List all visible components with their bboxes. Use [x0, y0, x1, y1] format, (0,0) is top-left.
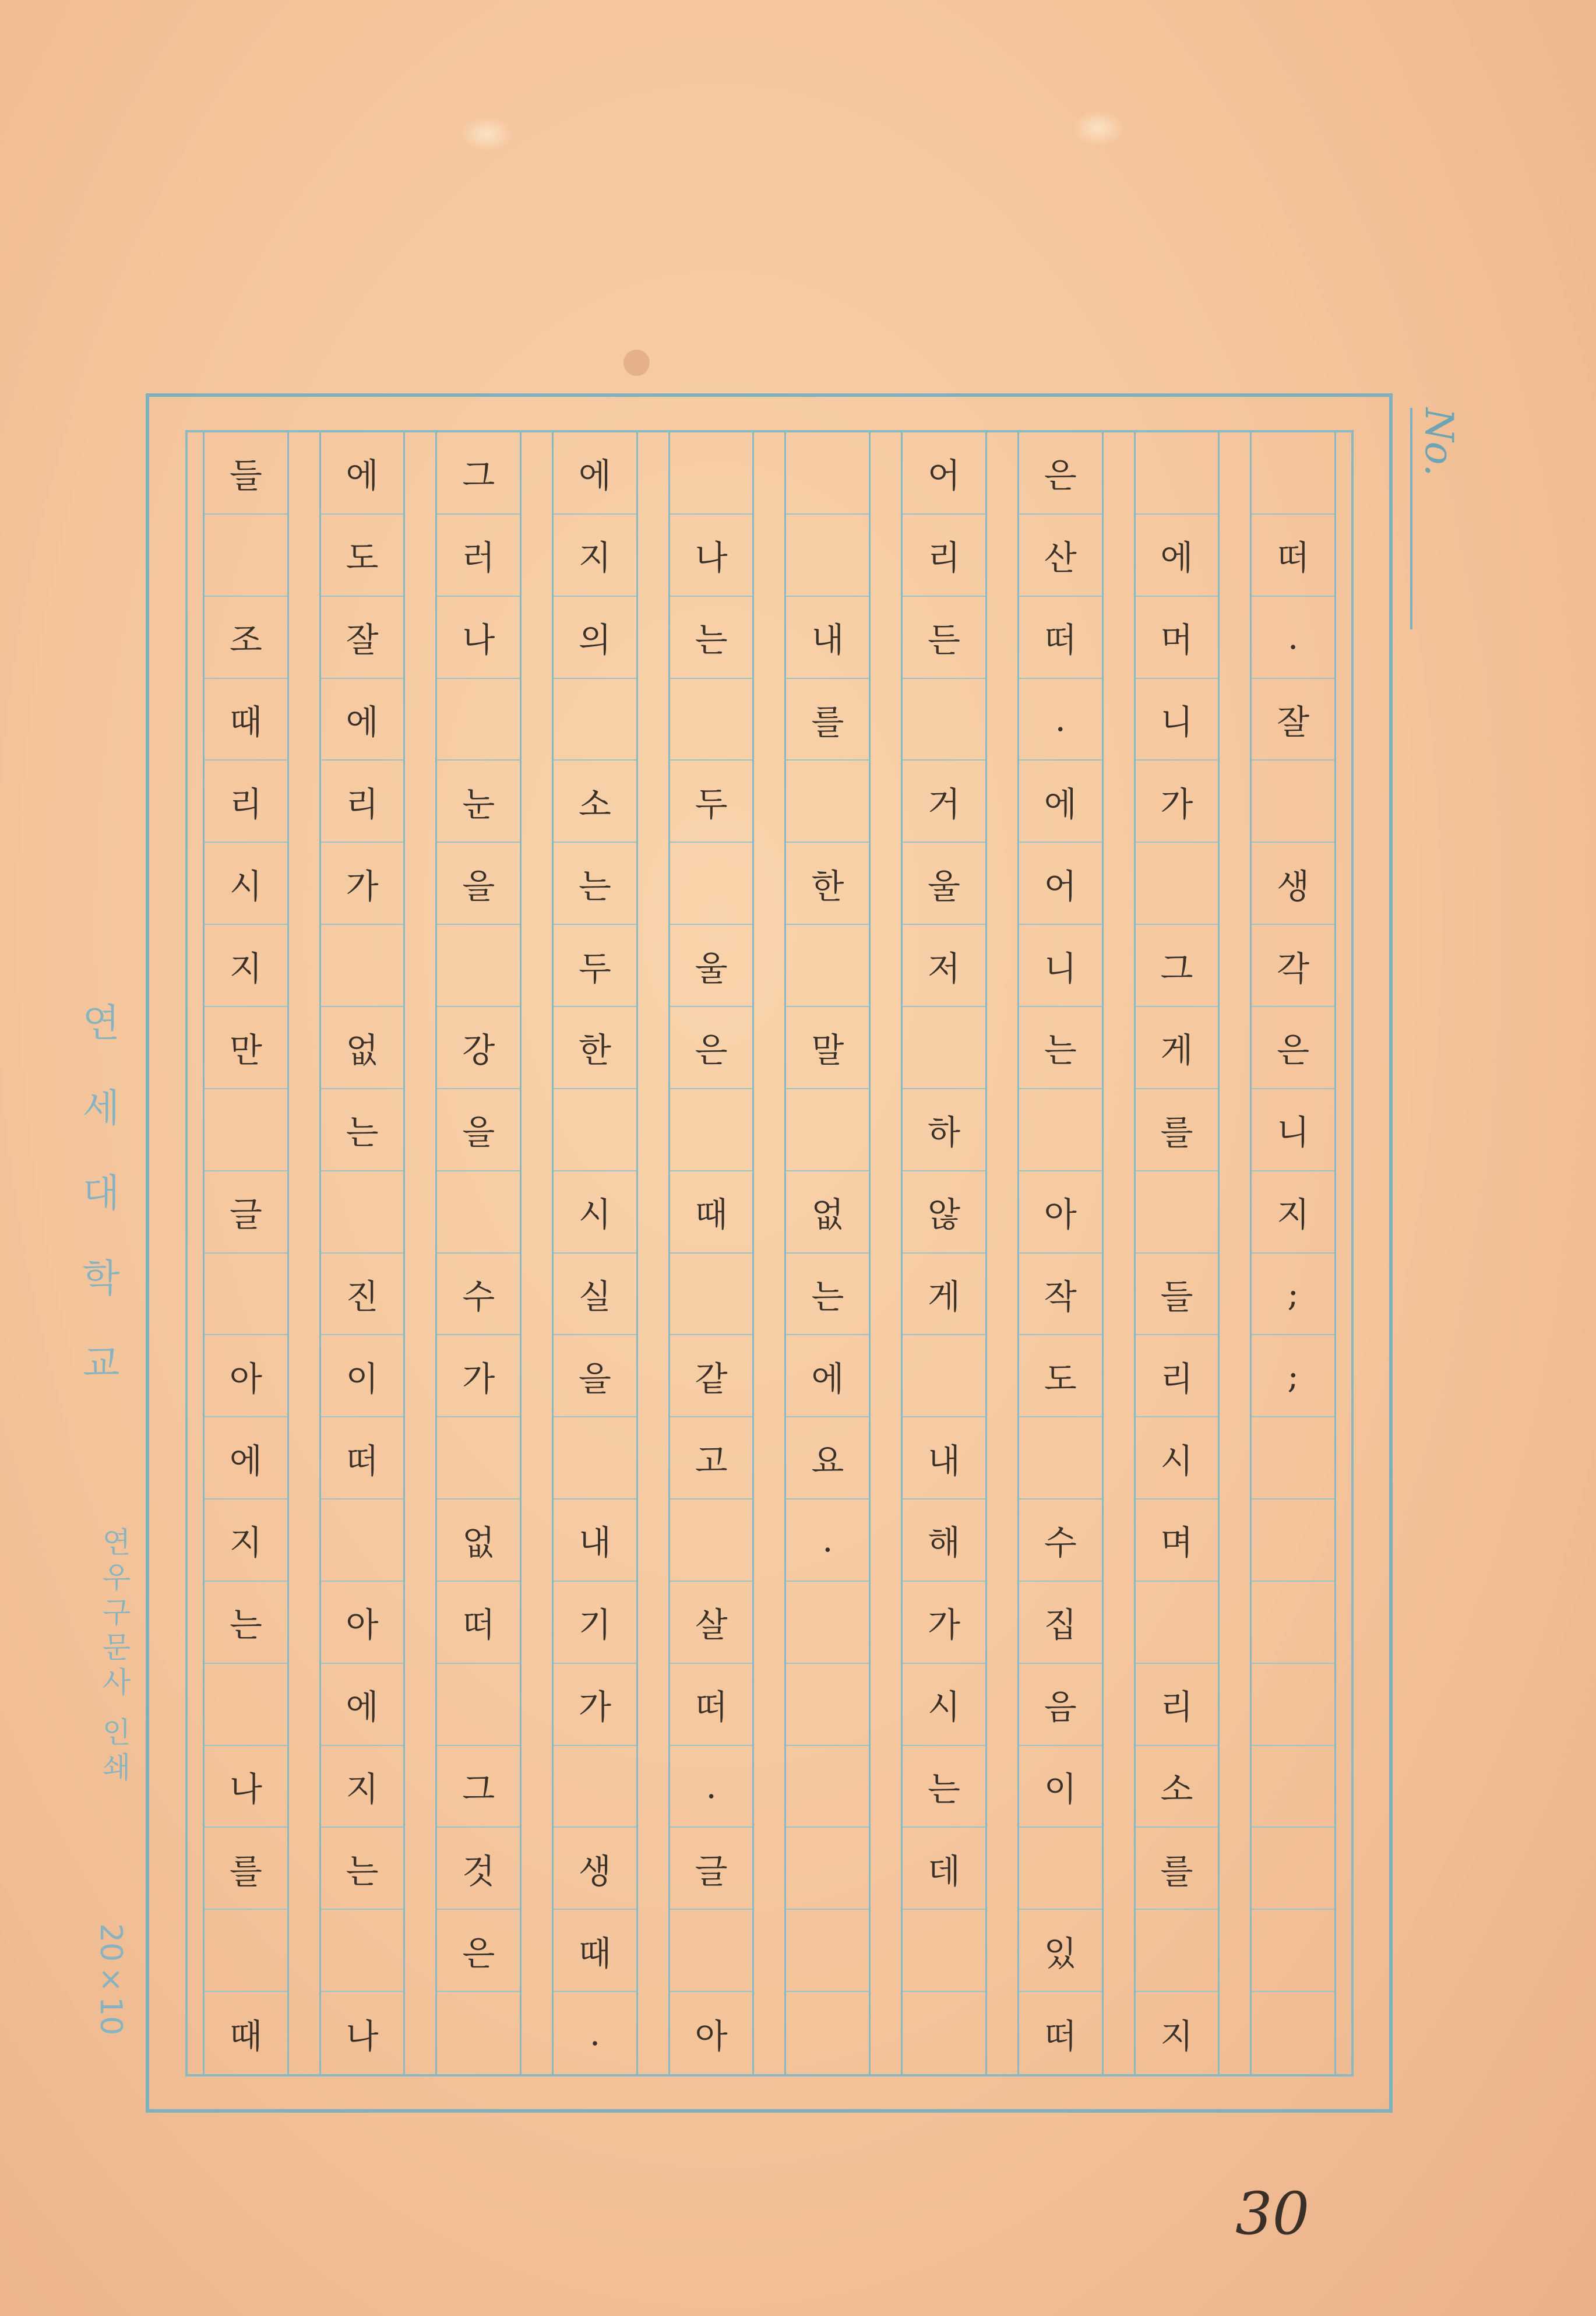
manuscript-cell: 그: [1136, 925, 1218, 1007]
manuscript-cell: 는: [786, 1254, 869, 1336]
manuscript-cell: 리: [1136, 1335, 1218, 1417]
manuscript-cell: 떠: [1044, 2016, 1077, 2056]
manuscript-cell: [1252, 1828, 1334, 1910]
manuscript-cell: 시: [1136, 1417, 1218, 1500]
manuscript-cell: [437, 925, 520, 1007]
manuscript-cell: 수: [1019, 1500, 1102, 1582]
manuscript-cell: ;: [1252, 1335, 1334, 1417]
manuscript-cell: 눈: [437, 761, 520, 843]
manuscript-cell: 지: [1252, 1171, 1334, 1254]
manuscript-cell: 떠: [1252, 515, 1334, 597]
manuscript-cell: 내: [903, 1417, 985, 1500]
sheet-number-label: No.: [1410, 408, 1461, 629]
manuscript-cell: 은: [1019, 432, 1102, 515]
manuscript-cell: 나: [346, 2016, 379, 2056]
manuscript-cell: 는: [321, 1089, 404, 1171]
manuscript-cell: 리: [205, 761, 287, 843]
manuscript-cell: 는: [205, 1582, 287, 1664]
manuscript-cell: [1252, 1664, 1334, 1746]
manuscript-cell: [321, 1910, 404, 1992]
manuscript-cell: 에: [321, 432, 404, 515]
manuscript-cell: 은: [670, 1007, 753, 1089]
manuscript-cell: [321, 1171, 404, 1254]
manuscript-column: [784, 432, 871, 2074]
manuscript-cell: 떠: [437, 1582, 520, 1664]
manuscript-cell: 저: [903, 925, 985, 1007]
manuscript-cell: 소: [1136, 1746, 1218, 1828]
manuscript-cell: [1252, 1582, 1334, 1664]
manuscript-cell: 의: [554, 597, 636, 679]
manuscript-cell: 를: [786, 679, 869, 761]
manuscript-cell: [670, 1089, 753, 1171]
manuscript-cell: [670, 679, 753, 761]
manuscript-cell: [1136, 1171, 1218, 1254]
printer-label: 연우구문사 인쇄: [97, 1527, 131, 1787]
manuscript-cell: 때: [670, 1171, 753, 1254]
manuscript-cell: 것: [437, 1828, 520, 1910]
manuscript-cell: 실: [554, 1254, 636, 1336]
manuscript-cell: 이: [321, 1335, 404, 1417]
manuscript-cell: [437, 1171, 520, 1254]
manuscript-cell: 가: [321, 843, 404, 925]
manuscript-cell: 어: [903, 432, 985, 515]
manuscript-cell: .: [1252, 597, 1334, 679]
manuscript-cell: 각: [1252, 925, 1334, 1007]
manuscript-cell: 그: [437, 432, 520, 515]
manuscript-cell: [1252, 761, 1334, 843]
manuscript-cell: 를: [205, 1828, 287, 1910]
manuscript-cell: 도: [1019, 1335, 1102, 1417]
manuscript-cell: 같: [670, 1335, 753, 1417]
manuscript-cell: 를: [1136, 1089, 1218, 1171]
manuscript-cell: 요: [786, 1417, 869, 1500]
manuscript-cell: 지: [205, 1500, 287, 1582]
manuscript-cell: 는: [554, 843, 636, 925]
manuscript-cell: 가: [554, 1664, 636, 1746]
manuscript-cell: 하: [903, 1089, 985, 1171]
manuscript-cell: 은: [437, 1910, 520, 1992]
manuscript-cell: [437, 1417, 520, 1500]
manuscript-cell: 머: [1136, 597, 1218, 679]
manuscript-cell: [554, 1746, 636, 1828]
manuscript-cell: 가: [437, 1335, 520, 1417]
page-number: 30: [1235, 2180, 1310, 2248]
manuscript-cell: 그: [437, 1746, 520, 1828]
manuscript-cell: [786, 432, 869, 515]
manuscript-cell: .: [670, 1746, 753, 1828]
manuscript-cell: [437, 1664, 520, 1746]
manuscript-cell: 집: [1019, 1582, 1102, 1664]
manuscript-cell: 리: [321, 761, 404, 843]
manuscript-column: [552, 432, 638, 2074]
manuscript-cell: [1252, 1910, 1334, 1992]
manuscript-cell: [786, 1746, 869, 1828]
manuscript-cell: 글: [205, 1171, 287, 1254]
manuscript-cell: 거: [903, 761, 985, 843]
manuscript-cell: 를: [1136, 1828, 1218, 1910]
manuscript-cell: [670, 1910, 753, 1992]
manuscript-cell: 산: [1019, 515, 1102, 597]
manuscript-cell: [786, 515, 869, 597]
manuscript-cell: [903, 1007, 985, 1089]
manuscript-cell: 내: [786, 597, 869, 679]
manuscript-cell: 한: [786, 843, 869, 925]
manuscript-cell: 만: [205, 1007, 287, 1089]
manuscript-cell: 는: [670, 597, 753, 679]
manuscript-cell: .: [1019, 679, 1102, 761]
manuscript-column: [1134, 432, 1220, 2074]
manuscript-cell: 살: [670, 1582, 753, 1664]
manuscript-cell: 며: [1136, 1500, 1218, 1582]
pin-hole-left: [460, 117, 513, 152]
manuscript-cell: 생: [554, 1828, 636, 1910]
manuscript-cell: 소: [554, 761, 636, 843]
manuscript-cell: 들: [1136, 1254, 1218, 1336]
manuscript-cell: 떠: [321, 1417, 404, 1500]
manuscript-cell: 나: [205, 1746, 287, 1828]
manuscript-cell: 리: [1136, 1664, 1218, 1746]
manuscript-cell: 내: [554, 1500, 636, 1582]
manuscript-cell: 때: [205, 679, 287, 761]
manuscript-column: [319, 432, 406, 2074]
manuscript-cell: 떠: [670, 1664, 753, 1746]
manuscript-cell: 해: [903, 1500, 985, 1582]
manuscript-cell: 기: [554, 1582, 636, 1664]
manuscript-cell: 떠: [1019, 597, 1102, 679]
manuscript-cell: 는: [321, 1828, 404, 1910]
manuscript-cell: 에: [786, 1335, 869, 1417]
manuscript-cell: 시: [903, 1664, 985, 1746]
manuscript-cell: .: [589, 2013, 601, 2053]
manuscript-cell: 게: [1136, 1007, 1218, 1089]
manuscript-cell: [786, 761, 869, 843]
manuscript-cell: 에: [1019, 761, 1102, 843]
manuscript-cell: 아: [321, 1582, 404, 1664]
manuscript-cell: 니: [1136, 679, 1218, 761]
manuscript-cell: 니: [1019, 925, 1102, 1007]
manuscript-cell: 없: [437, 1500, 520, 1582]
manuscript-cell: [205, 1089, 287, 1171]
manuscript-cell: 음: [1019, 1664, 1102, 1746]
manuscript-cell: [1252, 1992, 1334, 2074]
manuscript-cell: [786, 1664, 869, 1746]
manuscript-cell: [670, 843, 753, 925]
manuscript-cell: 두: [554, 925, 636, 1007]
manuscript-cell: 지: [1160, 2016, 1193, 2056]
manuscript-cell: 지: [321, 1746, 404, 1828]
manuscript-cell: [786, 1910, 869, 1992]
manuscript-cell: 수: [437, 1254, 520, 1336]
manuscript-cell: [1019, 1089, 1102, 1171]
manuscript-cell: 지: [205, 925, 287, 1007]
manuscript-grid: [185, 430, 1354, 2076]
manuscript-cell: 없: [321, 1007, 404, 1089]
manuscript-cell: 니: [1252, 1089, 1334, 1171]
manuscript-cell: 잘: [1252, 679, 1334, 761]
manuscript-cell: 가: [903, 1582, 985, 1664]
manuscript-cell: [903, 679, 985, 761]
manuscript-cell: [437, 1992, 520, 2074]
manuscript-column: [1250, 432, 1336, 2074]
manuscript-cell: [1136, 432, 1218, 515]
manuscript-cell: 을: [554, 1335, 636, 1417]
manuscript-cell: 울: [670, 925, 753, 1007]
manuscript-cell: .: [786, 1500, 869, 1582]
manuscript-cell: [903, 1335, 985, 1417]
manuscript-cell: 을: [437, 843, 520, 925]
manuscript-cell: [554, 1417, 636, 1500]
manuscript-cell: 아: [1019, 1171, 1102, 1254]
manuscript-cell: [1252, 1746, 1334, 1828]
manuscript-cell: 어: [1019, 843, 1102, 925]
manuscript-cell: [205, 1664, 287, 1746]
manuscript-cell: 조: [205, 597, 287, 679]
manuscript-cell: 지: [554, 515, 636, 597]
manuscript-cell: [205, 1254, 287, 1336]
manuscript-cell: 두: [670, 761, 753, 843]
manuscript-cell: [321, 1500, 404, 1582]
manuscript-cell: [903, 1992, 985, 2074]
manuscript-cell: 나: [437, 597, 520, 679]
manuscript-cell: [903, 1910, 985, 1992]
manuscript-cell: [437, 679, 520, 761]
manuscript-cell: 고: [670, 1417, 753, 1500]
manuscript-cell: 은: [1252, 1007, 1334, 1089]
manuscript-cell: [554, 679, 636, 761]
manuscript-cell: 않: [903, 1171, 985, 1254]
manuscript-cell: 때: [229, 2016, 262, 2056]
manuscript-cell: 든: [903, 597, 985, 679]
manuscript-cell: [1136, 1582, 1218, 1664]
pin-hole-right: [1072, 111, 1125, 146]
manuscript-cell: 시: [554, 1171, 636, 1254]
manuscript-cell: [786, 1828, 869, 1910]
manuscript-cell: 에: [205, 1417, 287, 1500]
manuscript-cell: [205, 1910, 287, 1992]
manuscript-cell: 글: [670, 1828, 753, 1910]
manuscript-cell: 에: [321, 1664, 404, 1746]
manuscript-cell: 도: [321, 515, 404, 597]
manuscript-cell: [554, 1089, 636, 1171]
manuscript-cell: 러: [437, 515, 520, 597]
manuscript-cell: [786, 1582, 869, 1664]
manuscript-cell: [1252, 1417, 1334, 1500]
manuscript-cell: 을: [437, 1089, 520, 1171]
manuscript-cell: 진: [321, 1254, 404, 1336]
manuscript-cell: [1019, 1828, 1102, 1910]
manuscript-cell: [321, 925, 404, 1007]
manuscript-cell: [1019, 1417, 1102, 1500]
manuscript-cell: 는: [1019, 1007, 1102, 1089]
manuscript-cell: 한: [554, 1007, 636, 1089]
manuscript-cell: 게: [903, 1254, 985, 1336]
manuscript-cell: [786, 925, 869, 1007]
manuscript-column: [435, 432, 522, 2074]
manuscript-cell: 때: [554, 1910, 636, 1992]
manuscript-cell: [786, 1992, 869, 2074]
manuscript-cell: [1252, 432, 1334, 515]
manuscript-cell: 생: [1252, 843, 1334, 925]
manuscript-cell: 가: [1136, 761, 1218, 843]
publisher-label: 연세대학교: [75, 1002, 120, 1428]
manuscript-cell: 말: [786, 1007, 869, 1089]
manuscript-cell: 울: [903, 843, 985, 925]
manuscript-cell: [1252, 1500, 1334, 1582]
manuscript-cell: 에: [554, 432, 636, 515]
grid-size-label: 20×10: [93, 1923, 128, 2036]
manuscript-cell: [670, 1254, 753, 1336]
manuscript-cell: 리: [903, 515, 985, 597]
manuscript-column: [1017, 432, 1104, 2074]
manuscript-cell: 없: [786, 1171, 869, 1254]
manuscript-cell: [1136, 1910, 1218, 1992]
manuscript-cell: [205, 515, 287, 597]
manuscript-cell: [1136, 843, 1218, 925]
manuscript-cell: 잘: [321, 597, 404, 679]
manuscript-cell: 에: [1136, 515, 1218, 597]
manuscript-cell: 아: [695, 2016, 728, 2056]
manuscript-cell: [670, 1500, 753, 1582]
manuscript-cell: 에: [321, 679, 404, 761]
manuscript-cell: [670, 432, 753, 515]
manuscript-cell: [786, 1089, 869, 1171]
manuscript-column: [901, 432, 987, 2074]
manuscript-cell: 이: [1019, 1746, 1102, 1828]
paper-stain: [623, 350, 650, 376]
manuscript-cell: 나: [670, 515, 753, 597]
manuscript-cell: 아: [205, 1335, 287, 1417]
manuscript-cell: 강: [437, 1007, 520, 1089]
manuscript-column: [203, 432, 289, 2074]
manuscript-cell: 있: [1019, 1910, 1102, 1992]
manuscript-cell: 시: [205, 843, 287, 925]
manuscript-cell: 데: [903, 1828, 985, 1910]
manuscript-cell: ;: [1252, 1254, 1334, 1336]
manuscript-cell: 는: [903, 1746, 985, 1828]
manuscript-cell: 작: [1019, 1254, 1102, 1336]
manuscript-column: [668, 432, 755, 2074]
manuscript-cell: 들: [205, 432, 287, 515]
